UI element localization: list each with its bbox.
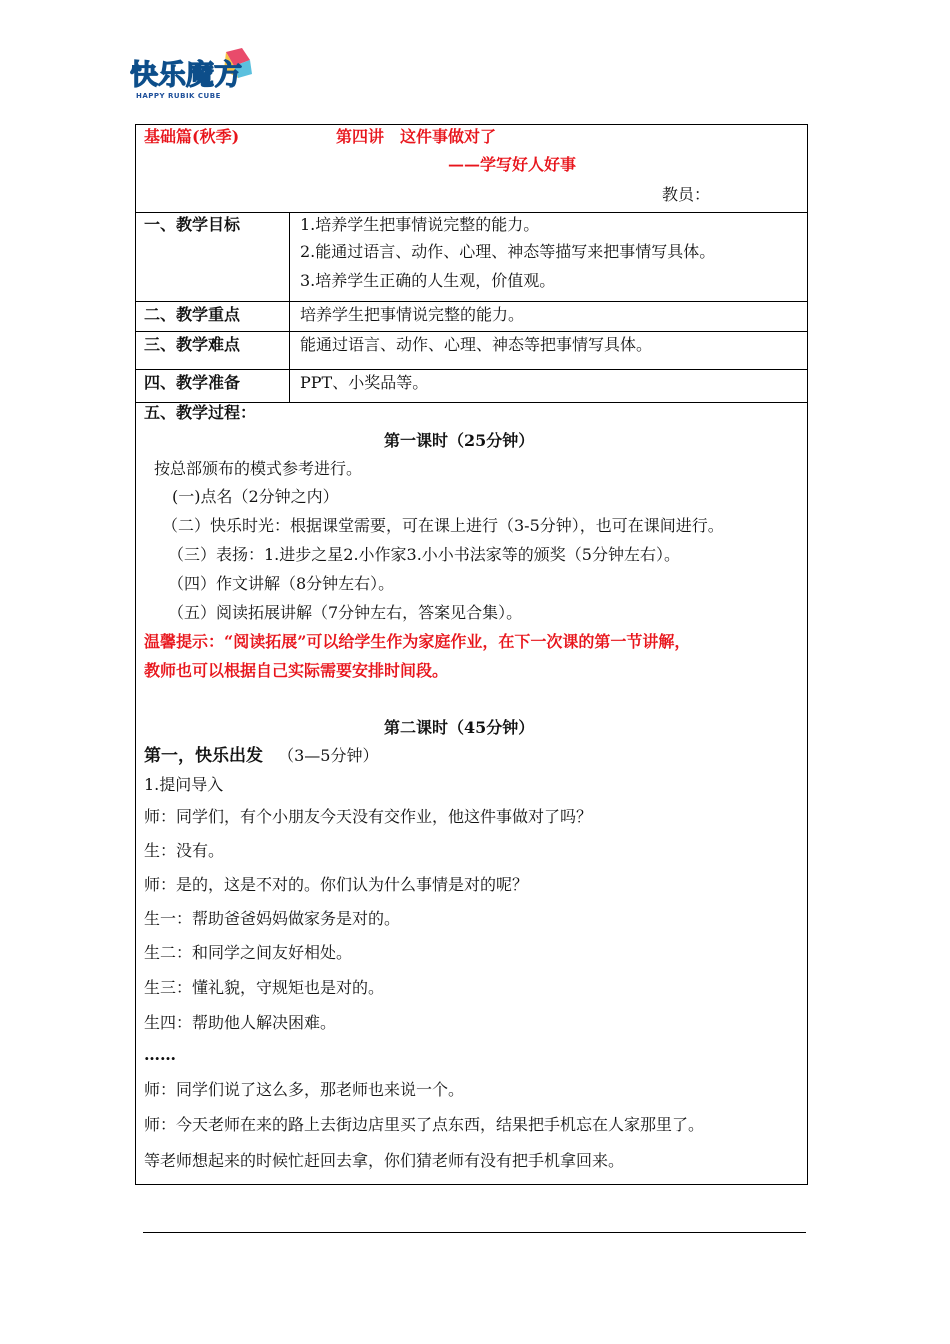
- key-points-value: 培养学生把事情说完整的能力。: [300, 305, 525, 324]
- dialogue-line: 师：同学们，有个小朋友今天没有交作业，他这件事做对了吗？: [144, 807, 593, 826]
- dialogue-line: 生三：懂礼貌，守规矩也是对的。: [144, 978, 385, 997]
- process-label: 五、教学过程：: [144, 403, 257, 422]
- goal-item: 3.培养学生正确的人生观，价值观。: [300, 271, 556, 290]
- dialogue-line: 师：今天老师在来的路上去街边店里买了点东西，结果把手机忘在人家那里了。: [144, 1115, 705, 1134]
- logo-graphic: [128, 44, 258, 102]
- brand-logo: [128, 44, 258, 102]
- difficulties-value: 能通过语言、动作、心理、神态等把事情写具体。: [300, 335, 653, 354]
- lesson-title: 第四讲 这件事做对了: [336, 127, 497, 146]
- dialogue-line: 师：是的，这是不对的。你们认为什么事情是对的呢？: [144, 875, 529, 894]
- period1-step: （三）表扬：1.进步之星2.小作家3.小小书法家等的颁奖（5分钟左右）。: [168, 545, 680, 564]
- section-title: 第一，快乐出发: [144, 746, 263, 766]
- period1-step: （四）作文讲解（8分钟左右）。: [168, 574, 395, 593]
- dialogue-line: 师：同学们说了这么多，那老师也来说一个。: [144, 1080, 465, 1099]
- tip-line: 教师也可以根据自己实际需要安排时间段。: [144, 661, 449, 680]
- period1-step: （二）快乐时光：根据课堂需要，可在课上进行（3-5分钟），也可在课间进行。: [162, 516, 724, 535]
- preparation-value: PPT、小奖品等。: [300, 373, 429, 392]
- teacher-label: 教员：: [662, 185, 711, 204]
- key-points-label: 二、教学重点: [144, 305, 241, 324]
- section-time: （3—5分钟）: [278, 746, 379, 765]
- lesson-subtitle: ——学写好人好事: [448, 155, 577, 174]
- goals-label: 一、教学目标: [144, 215, 241, 234]
- dialogue-line: 1.提问导入: [144, 775, 224, 794]
- difficulties-label: 三、教学难点: [144, 335, 241, 354]
- logo-text: 快乐魔方: [130, 58, 243, 91]
- period1-step: （五）阅读拓展讲解（7分钟左右，答案见合集）。: [168, 603, 523, 622]
- goal-item: 2.能通过语言、动作、心理、神态等描写来把事情写具体。: [300, 242, 716, 261]
- logo-subtext: HAPPY RUBIK CUBE: [136, 92, 221, 100]
- series-label: 基础篇(秋季): [144, 127, 240, 146]
- period1-intro: 按总部颁布的模式参考进行。: [154, 459, 363, 478]
- dialogue-line: 等老师想起来的时候忙赶回去拿，你们猜老师有没有把手机拿回来。: [144, 1151, 625, 1170]
- lesson-plan-table: [135, 124, 808, 1185]
- dialogue-line: 生一：帮助爸爸妈妈做家务是对的。: [144, 909, 401, 928]
- dialogue-ellipsis: ……: [144, 1045, 176, 1064]
- dialogue-line: 生四：帮助他人解决困难。: [144, 1013, 337, 1032]
- dialogue-line: 生二：和同学之间友好相处。: [144, 943, 353, 962]
- footer-divider: [143, 1232, 806, 1233]
- period2-title: 第二课时（45分钟）: [384, 718, 535, 737]
- period1-step: (一)点名（2分钟之内）: [172, 487, 339, 506]
- dialogue-line: 生：没有。: [144, 841, 225, 860]
- preparation-label: 四、教学准备: [144, 373, 241, 392]
- period1-title: 第一课时（25分钟）: [384, 431, 535, 450]
- period2-section-heading: [144, 746, 378, 766]
- goal-item: 1.培养学生把事情说完整的能力。: [300, 215, 540, 234]
- tip-line: 温馨提示：“阅读拓展”可以给学生作为家庭作业，在下一次课的第一节讲解，: [144, 632, 691, 651]
